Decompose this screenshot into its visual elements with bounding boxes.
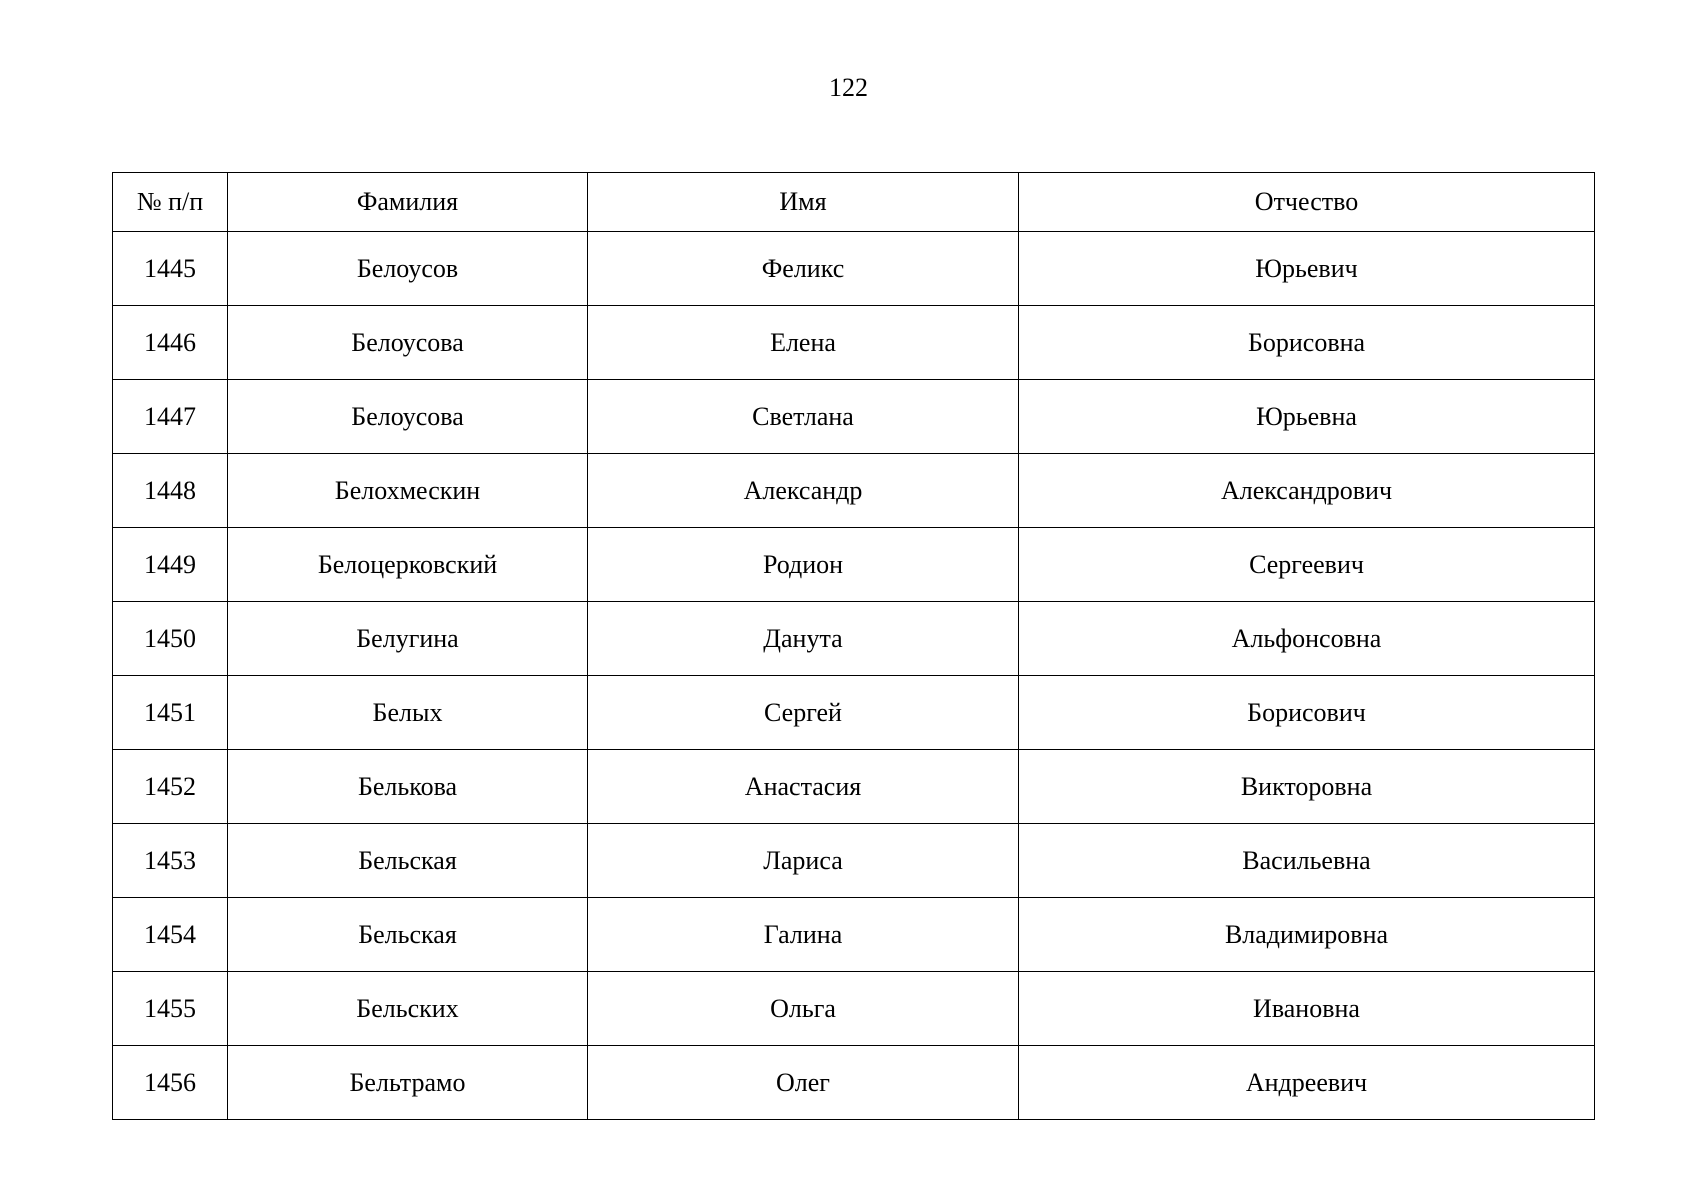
cell-last-name: Белугина — [228, 602, 588, 676]
cell-patronymic: Борисович — [1019, 676, 1595, 750]
cell-number: 1454 — [113, 898, 228, 972]
cell-number: 1449 — [113, 528, 228, 602]
cell-first-name: Анастасия — [588, 750, 1019, 824]
cell-first-name: Сергей — [588, 676, 1019, 750]
cell-first-name: Ольга — [588, 972, 1019, 1046]
header-patronymic: Отчество — [1019, 173, 1595, 232]
cell-patronymic: Альфонсовна — [1019, 602, 1595, 676]
header-row — [113, 173, 1595, 232]
table-row — [113, 1046, 1595, 1120]
cell-patronymic: Сергеевич — [1019, 528, 1595, 602]
cell-patronymic: Викторовна — [1019, 750, 1595, 824]
cell-first-name: Светлана — [588, 380, 1019, 454]
cell-first-name: Олег — [588, 1046, 1019, 1120]
cell-last-name: Бельская — [228, 824, 588, 898]
table-row — [113, 602, 1595, 676]
cell-first-name: Феликс — [588, 232, 1019, 306]
cell-patronymic: Андреевич — [1019, 1046, 1595, 1120]
cell-number: 1448 — [113, 454, 228, 528]
table-row — [113, 306, 1595, 380]
cell-last-name: Белых — [228, 676, 588, 750]
cell-first-name: Александр — [588, 454, 1019, 528]
table-header — [113, 173, 1595, 232]
cell-number: 1452 — [113, 750, 228, 824]
cell-number: 1456 — [113, 1046, 228, 1120]
cell-number: 1446 — [113, 306, 228, 380]
table-row — [113, 454, 1595, 528]
cell-first-name: Елена — [588, 306, 1019, 380]
table-row — [113, 528, 1595, 602]
cell-first-name: Лариса — [588, 824, 1019, 898]
cell-last-name: Белоцерковский — [228, 528, 588, 602]
cell-last-name: Белоусова — [228, 306, 588, 380]
table-row — [113, 232, 1595, 306]
cell-patronymic: Владимировна — [1019, 898, 1595, 972]
cell-patronymic: Юрьевич — [1019, 232, 1595, 306]
header-number: № п/п — [113, 173, 228, 232]
cell-first-name: Родион — [588, 528, 1019, 602]
cell-patronymic: Борисовна — [1019, 306, 1595, 380]
page-number: 122 — [829, 73, 868, 102]
cell-number: 1451 — [113, 676, 228, 750]
cell-last-name: Белькова — [228, 750, 588, 824]
cell-first-name: Галина — [588, 898, 1019, 972]
table-row — [113, 750, 1595, 824]
cell-first-name: Данута — [588, 602, 1019, 676]
cell-patronymic: Александрович — [1019, 454, 1595, 528]
cell-last-name: Бельская — [228, 898, 588, 972]
table-row — [113, 824, 1595, 898]
cell-patronymic: Васильевна — [1019, 824, 1595, 898]
cell-number: 1450 — [113, 602, 228, 676]
cell-last-name: Бельских — [228, 972, 588, 1046]
table-row — [113, 676, 1595, 750]
table-row — [113, 380, 1595, 454]
cell-number: 1447 — [113, 380, 228, 454]
table-row — [113, 898, 1595, 972]
cell-last-name: Белоусова — [228, 380, 588, 454]
registry-table — [112, 172, 1595, 1120]
header-first-name: Имя — [588, 173, 1019, 232]
cell-patronymic: Юрьевна — [1019, 380, 1595, 454]
table-body — [113, 232, 1595, 1120]
cell-last-name: Бельтрамо — [228, 1046, 588, 1120]
cell-patronymic: Ивановна — [1019, 972, 1595, 1046]
cell-number: 1453 — [113, 824, 228, 898]
header-last-name: Фамилия — [228, 173, 588, 232]
cell-last-name: Белоусов — [228, 232, 588, 306]
cell-last-name: Белохмескин — [228, 454, 588, 528]
cell-number: 1445 — [113, 232, 228, 306]
cell-number: 1455 — [113, 972, 228, 1046]
table-row — [113, 972, 1595, 1046]
